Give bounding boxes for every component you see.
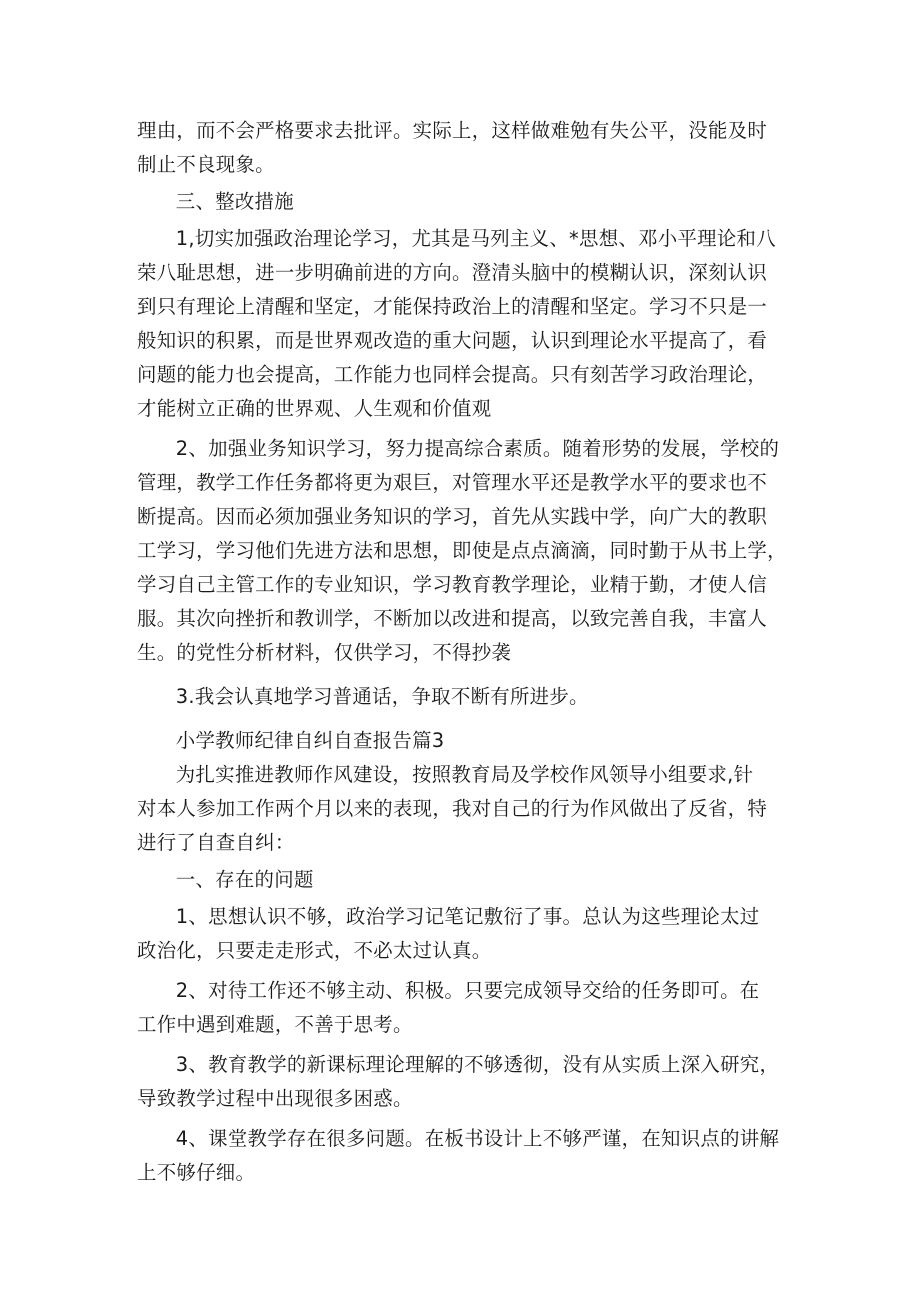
paragraph-problem-4 <box>137 1122 779 1190</box>
text-line: 对本人参加工作两个月以来的表现，我对自己的行为作风做出了反省，特 <box>137 797 768 820</box>
text-line: 管理，教学工作任务都将更为艰巨，对管理水平还是教学水平的要求也不 <box>137 471 768 494</box>
text-line: 问题的能力也会提高，工作能力也同样会提高。只有刻苦学习政治理论， <box>137 363 768 386</box>
text-line: 生。的党性分析材料，仅供学习，不得抄袭 <box>137 641 512 664</box>
paragraph-measure-1 <box>137 222 779 426</box>
paragraph-1 <box>137 114 779 182</box>
section-heading-problems <box>137 863 779 897</box>
text-line: 3.我会认真地学习普通话，争取不断有所进步。 <box>175 685 589 708</box>
text-line: 学习自己主管工作的专业知识，学习教育教学理论，业精于勤，才使人信 <box>137 573 768 596</box>
text-line: 1,切实加强政治理论学习，尤其是马列主义、*思想、邓小平理论和八 <box>175 227 776 250</box>
heading-text: 三、整改措施 <box>175 190 294 213</box>
text-line: 1、思想认识不够，政治学习记笔记敷衍了事。总认为这些理论太过 <box>175 905 760 928</box>
text-line: 制止不良现象。 <box>137 153 275 176</box>
text-line: 工作中遇到难题，不善于思考。 <box>137 1013 413 1036</box>
text-line: 上不够仔细。 <box>137 1161 256 1184</box>
text-line: 才能树立正确的世界观、人生观和价值观 <box>137 397 492 420</box>
paragraph-problem-2 <box>137 974 779 1042</box>
text-line: 政治化，只要走走形式，不必太过认真。 <box>137 939 492 962</box>
text-line: 3、教育教学的新课标理论理解的不够透彻，没有从实质上深入研究， <box>175 1053 780 1076</box>
text-line: 2、加强业务知识学习，努力提高综合素质。随着形势的发展，学校的 <box>175 437 780 460</box>
text-line: 工学习，学习他们先进方法和思想，即使是点点滴滴，同时勤于从书上学， <box>137 539 787 562</box>
paragraph-problem-3 <box>137 1048 779 1116</box>
text-line: 为扎实推进教师作风建设，按照教育局及学校作风领导小组要求,针 <box>175 763 754 786</box>
text-line: 4、课堂教学存在很多问题。在板书设计上不够严谨，在知识点的讲解 <box>175 1127 780 1150</box>
text-line: 导致教学过程中出现很多困惑。 <box>137 1087 413 1110</box>
paragraph-problem-1 <box>137 900 779 968</box>
text-line: 进行了自查自纠： <box>137 831 295 854</box>
heading-text: 小学教师纪律自纠自查报告篇3 <box>175 729 445 752</box>
paragraph-intro <box>137 758 779 860</box>
text-line: 到只有理论上清醒和坚定，才能保持政治上的清醒和坚定。学习不只是一 <box>137 295 768 318</box>
text-line: 服。其次向挫折和教训学，不断加以改进和提高，以致完善自我，丰富人 <box>137 607 768 630</box>
document-body <box>137 114 787 1190</box>
heading-text: 一、存在的问题 <box>175 868 314 891</box>
text-line: 2、对待工作还不够主动、积极。只要完成领导交给的任务即可。在 <box>175 979 760 1002</box>
text-line: 理由，而不会严格要求去批评。实际上，这样做难勉有失公平，没能及时 <box>137 119 768 142</box>
paragraph-measure-2 <box>137 432 787 670</box>
text-line: 断提高。因而必须加强业务知识的学习，首先从实践中学，向广大的教职 <box>137 505 768 528</box>
text-line: 荣八耻思想，进一步明确前进的方向。澄清头脑中的模糊认识，深刻认识 <box>137 261 768 284</box>
section-heading-rectification <box>137 185 779 219</box>
report-title-3 <box>137 724 779 758</box>
paragraph-measure-3 <box>137 680 779 714</box>
text-line: 般知识的积累，而是世界观改造的重大问题，认识到理论水平提高了，看 <box>137 329 768 352</box>
